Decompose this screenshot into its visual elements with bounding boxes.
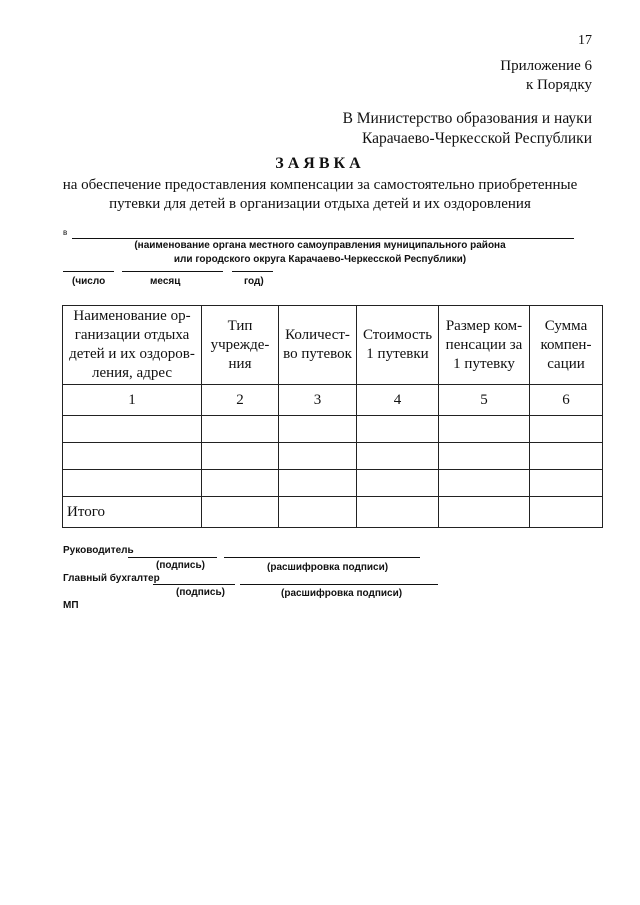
table-cell[interactable] — [530, 497, 603, 528]
date-day-caption: (число — [72, 276, 106, 287]
table-header-row — [63, 306, 603, 385]
column-number: 6 — [530, 385, 603, 416]
stamp-place-label: МП — [63, 600, 79, 611]
table-cell[interactable] — [279, 497, 357, 528]
head-signature-line[interactable] — [128, 557, 217, 558]
table-cell[interactable] — [357, 497, 439, 528]
accountant-sign-caption: (подпись) — [176, 587, 225, 598]
table-cell[interactable] — [439, 497, 530, 528]
accountant-signature-line[interactable] — [153, 584, 235, 585]
table-cell[interactable] — [202, 470, 279, 497]
total-label: Итого — [63, 497, 202, 528]
column-number: 5 — [439, 385, 530, 416]
table-cell[interactable] — [530, 416, 603, 443]
table-cell[interactable] — [439, 443, 530, 470]
table-row — [63, 470, 603, 497]
subtitle-line-2: путевки для детей в организации отдыха детей и их оздоровления — [109, 196, 531, 212]
addressee-line-1: В Министерство образования и науки — [342, 110, 592, 127]
head-sign-caption: (подпись) — [156, 560, 205, 571]
recipient-caption-line-2: или городского округа Карачаево-Черкесской Республики) — [173, 254, 467, 265]
table-row — [63, 416, 603, 443]
document-title: ЗАЯВКА — [275, 155, 365, 172]
head-decode-caption: (расшифровка подписи) — [267, 562, 389, 573]
table-cell[interactable] — [357, 443, 439, 470]
date-year-caption: год) — [244, 276, 264, 287]
accountant-decode-line[interactable] — [240, 584, 438, 585]
total-row — [63, 497, 603, 528]
appendix-line-1: Приложение 6 — [500, 58, 592, 74]
page-number: 17 — [578, 33, 592, 48]
accountant-label: Главный бухгалтер — [63, 573, 160, 584]
head-label: Руководитель — [63, 545, 134, 556]
date-day-line — [63, 271, 114, 272]
table-cell[interactable] — [279, 416, 357, 443]
appendix-reference — [400, 57, 592, 95]
header-voucher-count: Количест- во путевок — [279, 306, 357, 385]
header-compensation-total: Сумма компен- сации — [530, 306, 603, 385]
date-month-caption: месяц — [150, 276, 181, 287]
table-cell[interactable] — [202, 416, 279, 443]
column-number: 4 — [357, 385, 439, 416]
column-number: 1 — [63, 385, 202, 416]
recipient-caption-line-1: (наименование органа местного самоуправления муниципального района — [134, 240, 506, 251]
column-number-row — [63, 385, 603, 416]
header-compensation-per-voucher: Размер ком- пенсации за 1 путевку — [439, 306, 530, 385]
table-cell[interactable] — [279, 470, 357, 497]
header-institution-type: Тип учрежде- ния — [202, 306, 279, 385]
table-cell[interactable] — [357, 416, 439, 443]
table-cell[interactable] — [63, 443, 202, 470]
column-number: 3 — [279, 385, 357, 416]
table-cell[interactable] — [202, 443, 279, 470]
table-cell[interactable] — [63, 470, 202, 497]
addressee-line-2: Карачаево-Черкесской Республики — [362, 130, 592, 147]
head-decode-line[interactable] — [224, 557, 420, 558]
column-number: 2 — [202, 385, 279, 416]
appendix-line-2: к Порядку — [526, 77, 592, 93]
header-organization: Наименование ор- ганизации отдыха детей и их оздоров- ления, адрес — [63, 306, 202, 385]
subtitle-line-1: на обеспечение предоставления компенсации за самостоятельно приобретенные — [62, 177, 578, 193]
header-voucher-cost: Стоимость 1 путевки — [357, 306, 439, 385]
table-cell[interactable] — [439, 416, 530, 443]
table-row — [63, 443, 603, 470]
table-cell[interactable] — [530, 470, 603, 497]
addressee-block — [300, 109, 592, 149]
document-subtitle — [40, 176, 600, 214]
table-cell[interactable] — [279, 443, 357, 470]
table-cell[interactable] — [357, 470, 439, 497]
date-month-line — [122, 271, 223, 272]
table-cell[interactable] — [63, 416, 202, 443]
date-year-line — [232, 271, 273, 272]
compensation-table — [62, 305, 603, 528]
table-cell[interactable] — [530, 443, 603, 470]
recipient-preposition: в — [63, 228, 68, 237]
recipient-caption — [100, 239, 540, 267]
accountant-decode-caption: (расшифровка подписи) — [281, 588, 403, 599]
table-cell[interactable] — [202, 497, 279, 528]
table-cell[interactable] — [439, 470, 530, 497]
